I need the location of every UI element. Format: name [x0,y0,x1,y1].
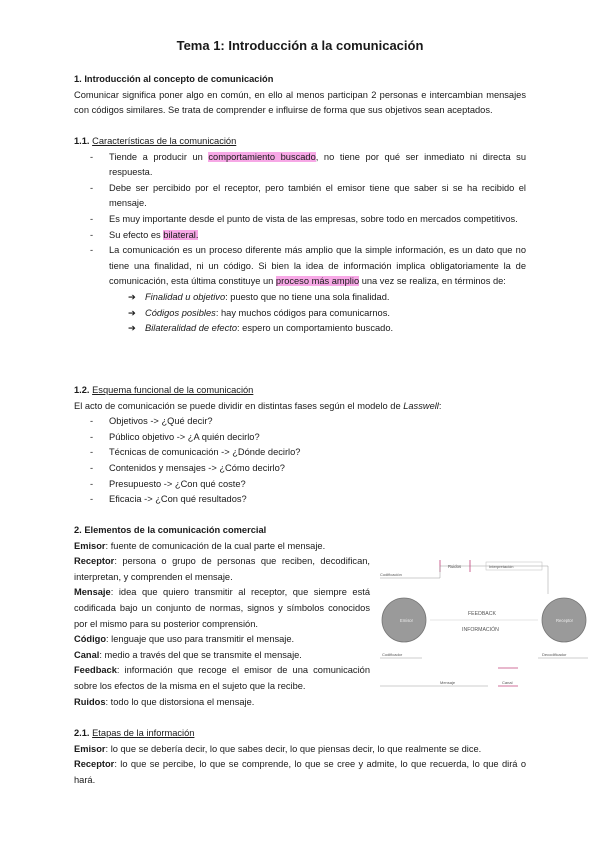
section-1-1-heading: 1.1. Características de la comunicación [74,136,237,146]
section-1-2 [74,383,526,508]
arrow-item: ➔ Bilateralidad de efecto: espero un comportamiento buscado. [74,321,526,337]
diagram-info-label: INFORMACIÓN [462,627,499,633]
diagram-interp-label: Interpretación [489,564,514,569]
arrow-icon: ➔ [128,307,136,318]
diagram-codif-label: Codificación [380,572,402,577]
list-item: - Público objetivo -> ¿A quién decirlo? [90,431,260,442]
diagram-feedback-label: FEEDBACK [468,611,496,617]
etapa-emisor: Emisor: lo que se debería decir, lo que sabes decir, lo que piensas decir, lo que realmente se dice. [74,743,482,754]
list-item: - Eficacia -> ¿Con qué resultados? [90,494,247,505]
section-1-paragraph: Comunicar significa poner algo en común, en ello al menos participan 2 personas e intercambian mensajes con códigos similares. Se trata de comprender e influirse de forma que sus objetivos sean aceptados. [74,89,526,116]
section-1-heading: 1. Introducción al concepto de comunicación [74,74,274,84]
communication-diagram [378,552,592,692]
term-feedback: Feedback: información que recoge el emisor de una comunicación sobre los efectos de la misma en el sujeto que la recibe. [74,665,370,691]
diagram-decodificador-label: Decodificador [542,652,567,657]
term-emisor: Emisor: fuente de comunicación de la cual parte el mensaje. [74,540,326,551]
section-2-1-heading: 2.1. Etapas de la información [74,728,195,738]
section-1-1 [74,134,526,337]
term-ruidos: Ruidos: todo lo que distorsiona el mensaje. [74,696,255,707]
arrow-icon: ➔ [128,323,136,334]
term-receptor: Receptor: persona o grupo de personas que reciben, decodifican, interpretan, y comprenden el mensaje. [74,556,370,582]
list-item: - Presupuesto -> ¿Con qué coste? [90,478,246,489]
list-item: - Tiende a producir un comportamiento buscado, no tiene por qué ser inmediato ni directa su respuesta. [90,151,527,178]
list-item: - Objetivos -> ¿Qué decir? [90,416,213,427]
list-item: - Contenidos y mensajes -> ¿Cómo decirlo? [90,462,285,473]
diagram-mensaje-label: Mensaje [440,680,456,685]
section-1-2-intro: El acto de comunicación se puede dividir en distintas fases según el modelo de Lasswell: [74,400,442,411]
term-codigo: Código: lenguaje que uso para transmitir el mensaje. [74,634,295,645]
diagram-receptor-label: Receptor [556,618,573,623]
section-2-1 [74,726,526,788]
arrow-item: ➔ Códigos posibles: hay muchos códigos para comunicarnos. [74,306,526,322]
section-1-2-heading: 1.2. Esquema funcional de la comunicación [74,385,254,395]
arrow-icon: ➔ [128,291,136,302]
diagram-ruidos-label: Ruidos [448,564,462,569]
page-title: Tema 1: Introducción a la comunicación [176,38,424,53]
list-item: - La comunicación es un proceso diferente más amplio que la simple información, es un dato que no tiene una finalidad, ni un código. Si bien la idea de información implica obligatoriamente la de comunicación, esta última constituye un proceso más amplio una vez se realiza, en términos de: [90,245,526,287]
diagram-canal-label: Canal [502,680,513,685]
etapa-receptor: Receptor: lo que se percibe, lo que se comprende, lo que se cree y admite, lo que recuerda, lo que dirá o hará. [74,759,526,785]
diagram-codificador-label: Codificador [382,652,403,657]
section-2-heading: 2. Elementos de la comunicación comercial [74,525,267,535]
diagram-emisor-label: Emisor [400,618,414,623]
term-canal: Canal: medio a través del que se transmite el mensaje. [74,649,302,660]
list-item: - Técnicas de comunicación -> ¿Dónde decirlo? [90,447,301,458]
list-item: - Su efecto es bilateral. [90,229,199,240]
arrow-item: ➔ Finalidad u objetivo: puesto que no tiene una sola finalidad. [74,290,526,306]
list-item: - Es muy importante desde el punto de vista de las empresas, sobre todo en mercados competitivos. [90,213,518,224]
section-1 [74,72,526,119]
term-mensaje: Mensaje: idea que quiero transmitir al receptor, que siempre está codificada bajo un conjunto de normas, signos y símbolos conocidos por el mismo para su posterior comprensión. [74,587,370,629]
list-item: - Debe ser percibido por el receptor, pero también el emisor tiene que saber si se ha recibido el mensaje. [90,182,526,209]
